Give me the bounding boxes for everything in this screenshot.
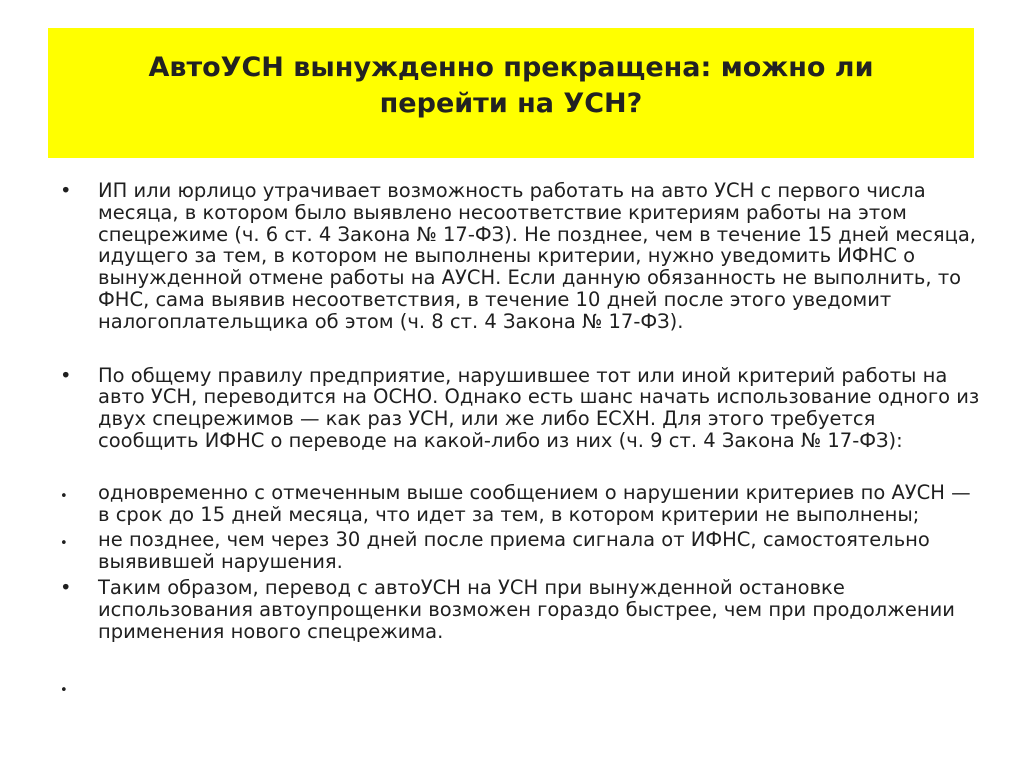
bullet-icon: • [60, 488, 68, 504]
bullet-icon: • [60, 683, 68, 699]
list-item [60, 482, 980, 526]
list-item-empty [60, 676, 980, 698]
list-item [60, 365, 980, 452]
list-item-text: одновременно с отмеченным выше сообщением о нарушении критериев по АУСН — в срок до 15 дней месяца, что идет за тем, в котором критерии не выполнены; [98, 480, 971, 526]
list-item [60, 529, 980, 573]
list-item-text: По общему правилу предприятие, нарушившее тот или иной критерий работы на авто УСН, переводится на ОСНО. Однако есть шанс начать использование одного из двух спецрежимов — как раз УСН, или же либо ЕСХН. Для этого требуется сообщить ИФНС о переводе на какой-либо из них (ч. 9 ст. 4 Закона № 17-ФЗ): [98, 363, 980, 452]
list-item [60, 180, 980, 333]
title-banner [48, 28, 974, 158]
list-item [60, 577, 980, 642]
list-item-text: не позднее, чем через 30 дней после приема сигнала от ИФНС, самостоятельно выявившей нарушения. [98, 528, 930, 574]
bullet-icon: • [60, 363, 72, 387]
list-item-text: ИП или юрлицо утрачивает возможность работать на авто УСН с первого числа месяца, в котором было выявлено несоответствие критериям работы на этом спецрежиме (ч. 6 ст. 4 Закона № 17-ФЗ). Не позднее, чем в течение 15 дней месяца, идущего за тем, в котором не выполнены критерии, нужно уведомить ИФНС о вынужденной отмене работы на АУСН. Если данную обязанность не выполнить, то ФНС, сама выявив несоответствия, в течение 10 дней после этого уведомит налогоплательщика об этом (ч. 8 ст. 4 Закона № 17-ФЗ). [98, 179, 976, 333]
bullet-icon: • [60, 179, 72, 202]
bullet-icon: • [60, 536, 68, 552]
slide-title-line-2: перейти на УСН? [379, 88, 643, 119]
bullet-list [60, 180, 980, 698]
bullet-icon: • [60, 575, 72, 599]
list-item-text: Таким образом, перевод с автоУСН на УСН при вынужденной остановке использования автоупрощенки возможен гораздо быстрее, чем при продолжении применения нового спецрежима. [98, 575, 955, 643]
slide-title-line-1: АвтоУСН вынужденно прекращена: можно ли [148, 52, 874, 83]
